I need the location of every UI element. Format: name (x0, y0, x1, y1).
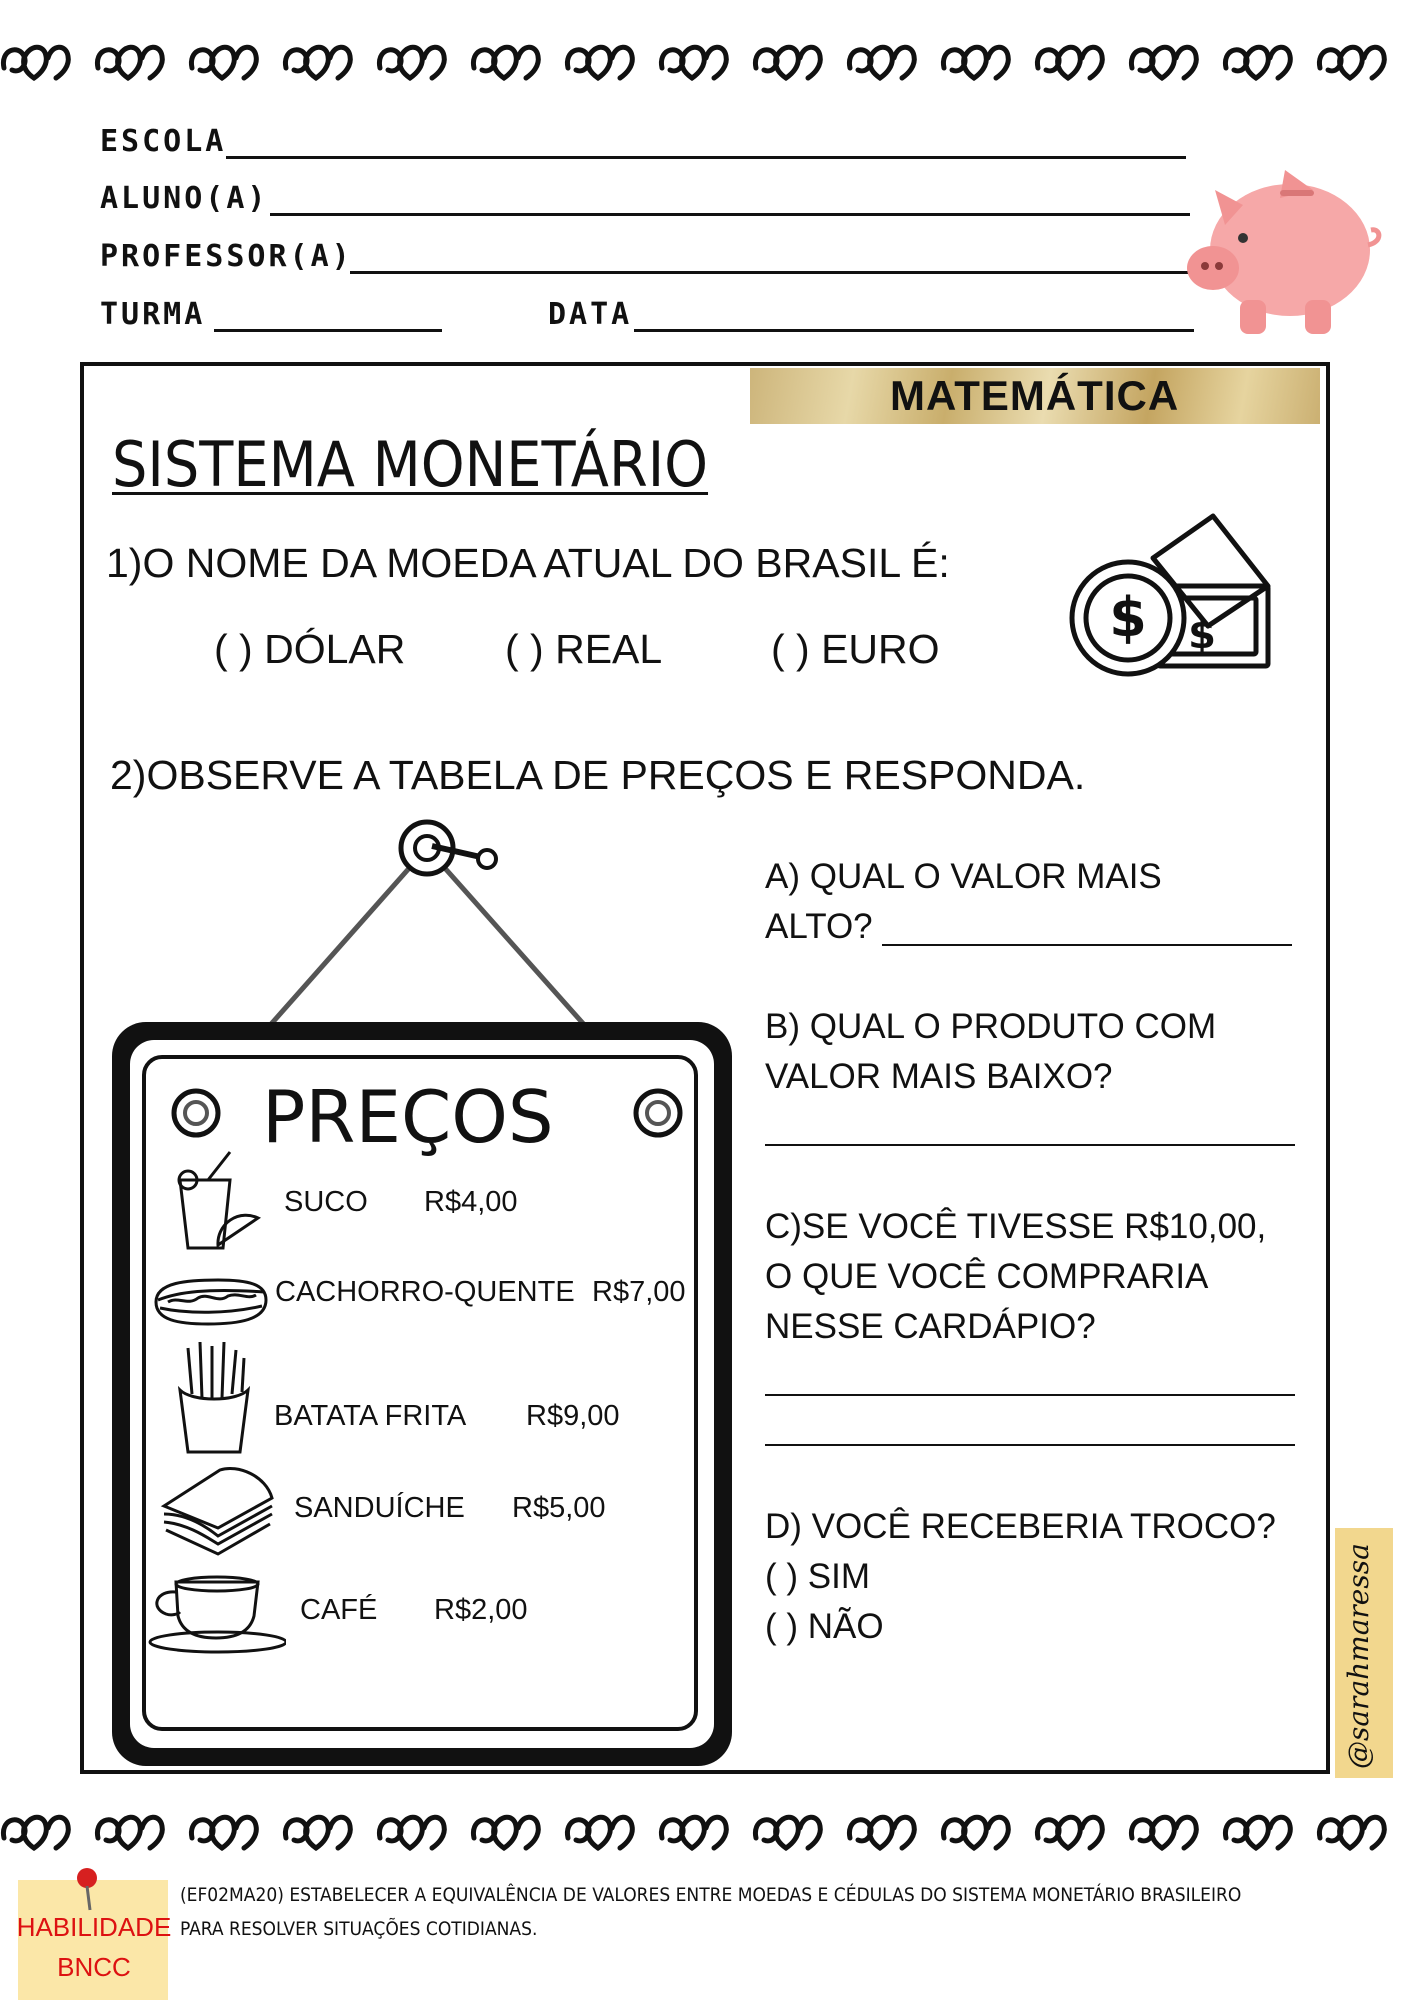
option-sim[interactable]: ( ) SIM (765, 1557, 870, 1596)
footer-skill-line1: (EF02MA20) ESTABELECER A EQUIVALÊNCIA DE VALORES ENTRE MOEDAS E CÉDULAS DO SISTEMA MONETÁRIO BRASILEIRO (180, 1884, 1242, 1906)
question-2c-line2: O QUE VOCÊ COMPRARIA (765, 1257, 1209, 1296)
class-label: TURMA (100, 297, 206, 332)
question-2c-line3: NESSE CARDÁPIO? (765, 1307, 1096, 1346)
question-1: 1)O NOME DA MOEDA ATUAL DO BRASIL É: (106, 540, 950, 586)
question-2b-line1: B) QUAL O PRODUTO COM (765, 1007, 1217, 1046)
page-title: SISTEMA MONETÁRIO (112, 428, 709, 501)
menu-item-price: R$7,00 (592, 1276, 686, 1308)
menu-item-name: SUCO (284, 1186, 368, 1218)
answer-2c-blank-2[interactable] (765, 1444, 1295, 1446)
menu-item-name: CACHORRO-QUENTE (275, 1276, 575, 1308)
menu-item-name: CAFÉ (300, 1594, 378, 1626)
option-dolar[interactable]: ( ) DÓLAR (214, 626, 406, 672)
option-real[interactable]: ( ) REAL (505, 626, 663, 672)
teacher-field[interactable] (350, 271, 1190, 274)
menu-item-price: R$9,00 (526, 1400, 620, 1432)
option-nao[interactable]: ( ) NÃO (765, 1607, 884, 1646)
juice-icon (168, 1150, 263, 1255)
bottom-decorative-border (0, 1800, 1414, 1860)
menu-item-price: R$4,00 (424, 1186, 518, 1218)
menu-item-price: R$5,00 (512, 1492, 606, 1524)
pushpin-icon (72, 1866, 102, 1914)
teacher-label: PROFESSOR(A) (100, 239, 353, 274)
svg-text:$: $ (1109, 586, 1147, 649)
question-2d: D) VOCÊ RECEBERIA TROCO? (765, 1507, 1276, 1546)
subject-tag: MATEMÁTICA (890, 372, 1180, 419)
hotdog-icon (148, 1262, 273, 1340)
bncc-label: BNCC (57, 1952, 131, 1982)
menu-item-price: R$2,00 (434, 1594, 528, 1626)
question-2: 2)OBSERVE A TABELA DE PREÇOS E RESPONDA. (110, 752, 1086, 798)
answer-2b-blank[interactable] (765, 1144, 1295, 1146)
sandwich-icon (158, 1462, 278, 1557)
coffee-icon (146, 1572, 286, 1654)
svg-text:$: $ (1188, 612, 1216, 658)
question-2b-line2: VALOR MAIS BAIXO? (765, 1057, 1113, 1096)
date-label: DATA (548, 297, 633, 332)
class-field[interactable] (214, 329, 442, 332)
answer-2a-blank[interactable] (882, 944, 1292, 946)
menu-title: PREÇOS (262, 1075, 554, 1159)
school-field[interactable] (226, 156, 1186, 159)
fries-icon (176, 1340, 252, 1455)
date-field[interactable] (634, 329, 1194, 332)
money-icon (1068, 508, 1278, 683)
piggy-bank-icon (1185, 150, 1385, 340)
top-decorative-border (0, 30, 1414, 90)
student-field[interactable] (270, 213, 1190, 216)
option-euro[interactable]: ( ) EURO (771, 626, 940, 672)
menu-item-name: BATATA FRITA (274, 1400, 467, 1432)
author-handle: @sarahmaressa (1342, 1543, 1375, 1769)
student-label: ALUNO(A) (100, 181, 269, 216)
footer-skill-line2: PARA RESOLVER SITUAÇÕES COTIDIANAS. (180, 1918, 538, 1940)
skill-label: HABILIDADE (16, 1912, 172, 1942)
menu-item-name: SANDUÍCHE (294, 1492, 465, 1524)
question-2a-line1: A) QUAL O VALOR MAIS (765, 857, 1162, 896)
question-2a-line2: ALTO? (765, 907, 873, 946)
school-label: ESCOLA (100, 124, 227, 159)
answer-2c-blank-1[interactable] (765, 1394, 1295, 1396)
question-2c-line1: C)SE VOCÊ TIVESSE R$10,00, (765, 1207, 1267, 1246)
